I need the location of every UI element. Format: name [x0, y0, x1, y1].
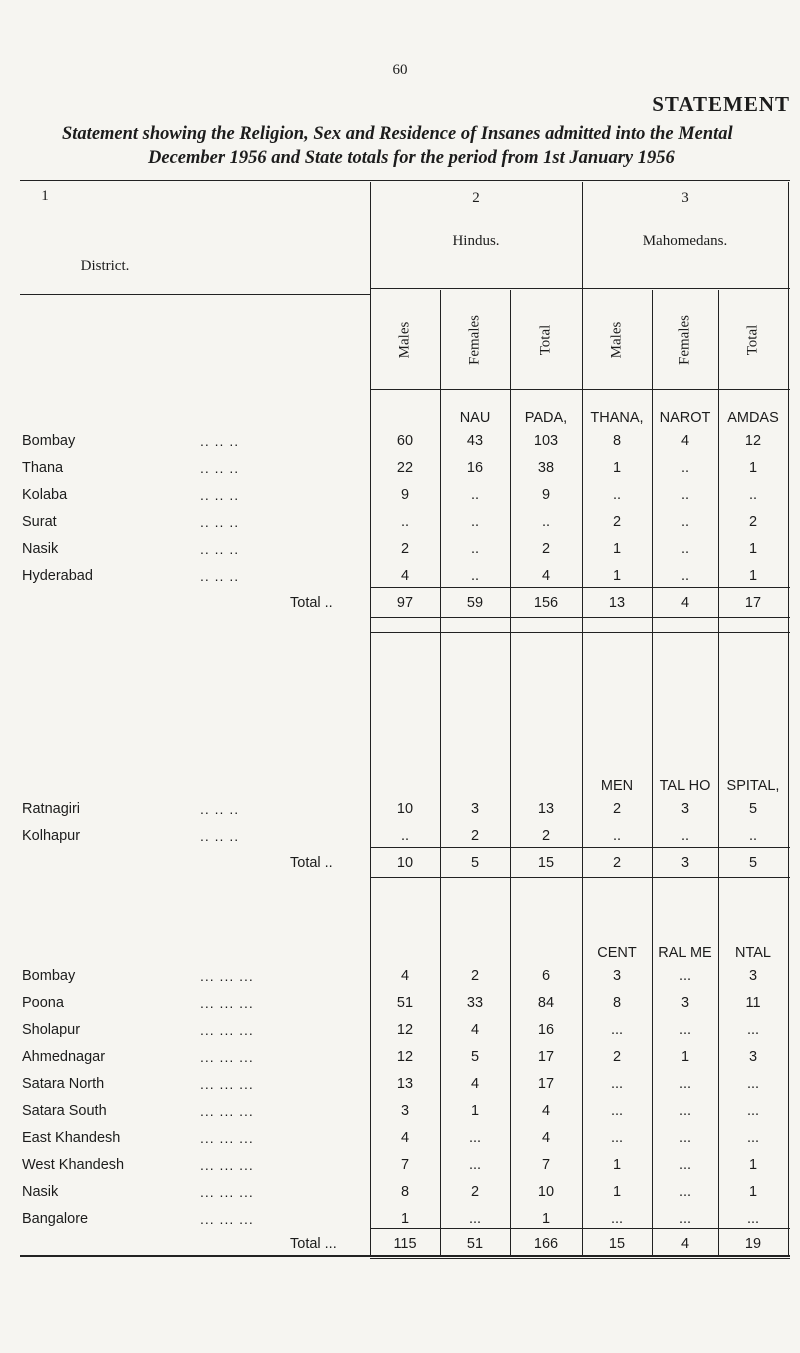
table-cell: 2 — [612, 514, 622, 530]
table-cell: 4 — [680, 433, 690, 449]
statement-heading: STATEMENT — [652, 92, 790, 116]
table-cell: 1 — [612, 568, 622, 584]
table-cell: 4 — [541, 1130, 551, 1146]
table-cell: 2 — [400, 541, 410, 557]
institution-banner-text: THANA, — [590, 410, 644, 426]
leader-dots: .. .. .. — [200, 460, 240, 476]
table-cell: .. — [470, 487, 480, 503]
table-cell: ... — [746, 1130, 760, 1146]
table-cell: 6 — [541, 968, 551, 984]
table-cell: 11 — [745, 995, 761, 1011]
col2-number: 2 — [472, 190, 480, 206]
table-cell: 60 — [396, 433, 414, 449]
table-cell: ... — [746, 1022, 760, 1038]
table-cell: 43 — [466, 433, 484, 449]
institution-banner-text: NTAL — [735, 945, 771, 961]
table-cell: 2 — [470, 968, 480, 984]
table-cell: 4 — [400, 968, 410, 984]
col-divider-4 — [582, 182, 583, 1255]
table-cell: 33 — [466, 995, 484, 1011]
table-cell: 1 — [612, 541, 622, 557]
table-cell: ... — [678, 968, 692, 984]
leader-dots: .. .. .. — [200, 568, 240, 584]
table-cell: 1 — [470, 1103, 480, 1119]
leader-dots: .. .. .. — [200, 487, 240, 503]
table-cell: 8 — [400, 1184, 410, 1200]
table-cell: 9 — [541, 487, 551, 503]
leader-dots: ... ... ... — [200, 1211, 254, 1227]
table-cell: 22 — [396, 460, 414, 476]
district-name: Kolhapur — [22, 828, 81, 844]
table-cell: 16 — [466, 460, 484, 476]
table-cell: 3 — [612, 968, 622, 984]
table-cell: .. — [680, 541, 690, 557]
table-cell: ... — [678, 1184, 692, 1200]
total-cell: 13 — [608, 595, 626, 611]
table-cell: .. — [612, 828, 622, 844]
table-cell: 1 — [748, 460, 758, 476]
district-name: Thana — [22, 460, 64, 476]
table-cell: .. — [612, 487, 622, 503]
table-cell: 17 — [537, 1076, 555, 1092]
institution-banner-text: PADA, — [524, 410, 568, 426]
title-line-2: December 1956 and State totals for the period from 1st January 1956 — [148, 148, 675, 168]
table-cell: .. — [470, 514, 480, 530]
table-cell: 3 — [748, 1049, 758, 1065]
institution-banner-text: TAL HO — [659, 778, 711, 794]
institution-banner-text: NAU — [459, 410, 491, 426]
total-rule — [370, 1228, 790, 1229]
table-cell: 3 — [470, 801, 480, 817]
table-cell: 13 — [537, 801, 555, 817]
leader-dots: ... ... ... — [200, 1076, 254, 1092]
table-cell: ... — [746, 1103, 760, 1119]
total-cell: 15 — [608, 1236, 626, 1252]
total-cell: 3 — [680, 855, 690, 871]
total-cell: 115 — [393, 1236, 417, 1252]
table-cell: 3 — [680, 801, 690, 817]
table-cell: .. — [470, 568, 480, 584]
table-cell: 2 — [470, 828, 480, 844]
table-cell: 16 — [537, 1022, 555, 1038]
table-cell: 5 — [470, 1049, 480, 1065]
district-name: Surat — [22, 514, 57, 530]
institution-banner-text: NAROT — [659, 410, 711, 426]
top-rule — [20, 180, 790, 181]
leader-dots: .. .. .. — [200, 828, 240, 844]
total-label: Total ... — [290, 1236, 337, 1252]
district-name: Satara North — [22, 1076, 105, 1092]
total-cell: 156 — [533, 595, 559, 611]
table-cell: ... — [678, 1103, 692, 1119]
district-name: Satara South — [22, 1103, 107, 1119]
leader-dots: .. .. .. — [200, 801, 240, 817]
table-cell: ... — [678, 1022, 692, 1038]
col3-number: 3 — [681, 190, 689, 206]
table-cell: .. — [680, 568, 690, 584]
sub-header-females-mahomedan: Females — [676, 315, 693, 365]
district-name: Ahmednagar — [22, 1049, 106, 1065]
table-cell: ... — [468, 1157, 482, 1173]
total-cell: 5 — [470, 855, 480, 871]
district-name: Sholapur — [22, 1022, 81, 1038]
sub-header-males-mahomedan: Males — [608, 321, 625, 359]
total-cell: 59 — [466, 595, 484, 611]
table-cell: 2 — [541, 828, 551, 844]
col1-label: District. — [80, 258, 130, 274]
table-cell: 2 — [470, 1184, 480, 1200]
total-label: Total .. — [290, 595, 333, 611]
table-cell: ... — [610, 1130, 624, 1146]
total-cell: 10 — [396, 855, 414, 871]
sub-header-females-hindu: Females — [466, 315, 483, 365]
table-cell: .. — [470, 541, 480, 557]
total-rule — [370, 587, 790, 588]
section-rule — [370, 877, 790, 878]
institution-banner-text: AMDAS — [727, 410, 779, 426]
table-cell: 7 — [400, 1157, 410, 1173]
table-cell: 38 — [537, 460, 555, 476]
table-cell: 3 — [748, 968, 758, 984]
col-divider-2 — [440, 290, 441, 1255]
total-cell: 51 — [466, 1236, 484, 1252]
table-cell: 4 — [541, 568, 551, 584]
table-cell: 7 — [541, 1157, 551, 1173]
table-cell: 10 — [396, 801, 414, 817]
total-cell: 4 — [680, 595, 690, 611]
table-cell: 10 — [537, 1184, 555, 1200]
col1-number: 1 — [41, 188, 49, 204]
table-cell: 103 — [533, 433, 559, 449]
table-cell: 4 — [470, 1076, 480, 1092]
table-cell: 3 — [400, 1103, 410, 1119]
sub-header-males-hindu: Males — [396, 321, 413, 359]
institution-banner-text: CENT — [597, 945, 637, 961]
table-cell: 12 — [744, 433, 762, 449]
table-cell: 1 — [748, 541, 758, 557]
table-cell: 9 — [400, 487, 410, 503]
table-cell: 8 — [612, 433, 622, 449]
total-cell: 2 — [612, 855, 622, 871]
col-divider-1 — [370, 182, 371, 1255]
table-cell: 5 — [748, 801, 758, 817]
leader-dots: .. .. .. — [200, 541, 240, 557]
total-cell: 15 — [537, 855, 555, 871]
table-cell: 2 — [541, 541, 551, 557]
district-name: West Khandesh — [22, 1157, 125, 1173]
table-cell: ... — [468, 1211, 482, 1227]
table-cell: 17 — [537, 1049, 555, 1065]
col-divider-6 — [718, 290, 719, 1255]
table-cell: ... — [678, 1130, 692, 1146]
table-cell: 1 — [748, 1184, 758, 1200]
table-cell: ... — [678, 1157, 692, 1173]
leader-dots: ... ... ... — [200, 995, 254, 1011]
table-cell: 4 — [541, 1103, 551, 1119]
subheader-rule — [370, 389, 790, 390]
total-cell: 166 — [533, 1236, 559, 1252]
table-cell: 3 — [680, 995, 690, 1011]
table-cell: .. — [680, 828, 690, 844]
total-cell: 97 — [396, 595, 414, 611]
table-cell: 12 — [396, 1049, 414, 1065]
district-name: East Khandesh — [22, 1130, 121, 1146]
page-number: 60 — [392, 62, 408, 78]
total-label: Total .. — [290, 855, 333, 871]
table-cell: 84 — [537, 995, 555, 1011]
district-name: Kolaba — [22, 487, 68, 503]
total-cell: 4 — [680, 1236, 690, 1252]
table-cell: 12 — [396, 1022, 414, 1038]
institution-banner-text: MEN — [600, 778, 634, 794]
table-cell: 4 — [400, 568, 410, 584]
district-name: Poona — [22, 995, 64, 1011]
header-rule — [20, 294, 370, 295]
table-cell: ... — [678, 1076, 692, 1092]
total-bottom-rule — [370, 617, 790, 618]
leader-dots: ... ... ... — [200, 1157, 254, 1173]
leader-dots: ... ... ... — [200, 1103, 254, 1119]
table-cell: 4 — [470, 1022, 480, 1038]
table-cell: 8 — [612, 995, 622, 1011]
district-name: Hyderabad — [22, 568, 93, 584]
table-cell: 1 — [748, 1157, 758, 1173]
district-name: Ratnagiri — [22, 801, 81, 817]
leader-dots: ... ... ... — [200, 1184, 254, 1200]
sub-header-total-hindu: Total — [537, 324, 554, 356]
col3-label: Mahomedans. — [642, 233, 728, 249]
table-cell: .. — [748, 487, 758, 503]
table-cell: ... — [610, 1103, 624, 1119]
table-cell: 1 — [612, 1184, 622, 1200]
table-cell: 1 — [400, 1211, 410, 1227]
leader-dots: .. .. .. — [200, 433, 240, 449]
table-cell: 1 — [612, 460, 622, 476]
total-cell: 19 — [744, 1236, 762, 1252]
table-cell: .. — [400, 828, 410, 844]
total-rule — [370, 847, 790, 848]
group-rule — [370, 288, 790, 289]
title-line-1: Statement showing the Religion, Sex and Residence of Insanes admitted into the Mental — [62, 124, 733, 144]
table-cell: ... — [468, 1130, 482, 1146]
table-cell: ... — [610, 1076, 624, 1092]
table-cell: ... — [678, 1211, 692, 1227]
table-cell: ... — [746, 1076, 760, 1092]
table-cell: .. — [680, 460, 690, 476]
leader-dots: ... ... ... — [200, 968, 254, 984]
table-cell: .. — [400, 514, 410, 530]
district-name: Bombay — [22, 968, 76, 984]
table-cell: ... — [610, 1022, 624, 1038]
section-rule — [370, 632, 790, 633]
institution-banner-text: SPITAL, — [726, 778, 780, 794]
table-cell: 2 — [748, 514, 758, 530]
institution-banner-text: RAL ME — [658, 945, 712, 961]
table-cell: .. — [748, 828, 758, 844]
leader-dots: ... ... ... — [200, 1049, 254, 1065]
table-cell: 51 — [396, 995, 414, 1011]
table-cell: .. — [541, 514, 551, 530]
total-cell: 5 — [748, 855, 758, 871]
table-cell: 1 — [680, 1049, 690, 1065]
table-cell: 1 — [612, 1157, 622, 1173]
col-divider-3 — [510, 290, 511, 1255]
leader-dots: ... ... ... — [200, 1022, 254, 1038]
table-cell: .. — [680, 487, 690, 503]
district-name: Nasik — [22, 541, 59, 557]
table-cell: 13 — [396, 1076, 414, 1092]
total-bottom-rule — [370, 1258, 790, 1259]
table-cell: 4 — [400, 1130, 410, 1146]
total-cell: 17 — [744, 595, 762, 611]
table-cell: .. — [680, 514, 690, 530]
district-name: Bombay — [22, 433, 76, 449]
table-cell: 2 — [612, 1049, 622, 1065]
bottom-rule — [20, 1255, 790, 1257]
col-divider-5 — [652, 290, 653, 1255]
district-name: Nasik — [22, 1184, 59, 1200]
table-cell: 2 — [612, 801, 622, 817]
table-cell: ... — [610, 1211, 624, 1227]
col2-label: Hindus. — [452, 233, 500, 249]
col-divider-right — [788, 182, 789, 1255]
district-name: Bangalore — [22, 1211, 89, 1227]
leader-dots: .. .. .. — [200, 514, 240, 530]
table-cell: 1 — [541, 1211, 551, 1227]
table-cell: 1 — [748, 568, 758, 584]
table-cell: ... — [746, 1211, 760, 1227]
sub-header-total-mahomedan: Total — [744, 324, 761, 356]
leader-dots: ... ... ... — [200, 1130, 254, 1146]
